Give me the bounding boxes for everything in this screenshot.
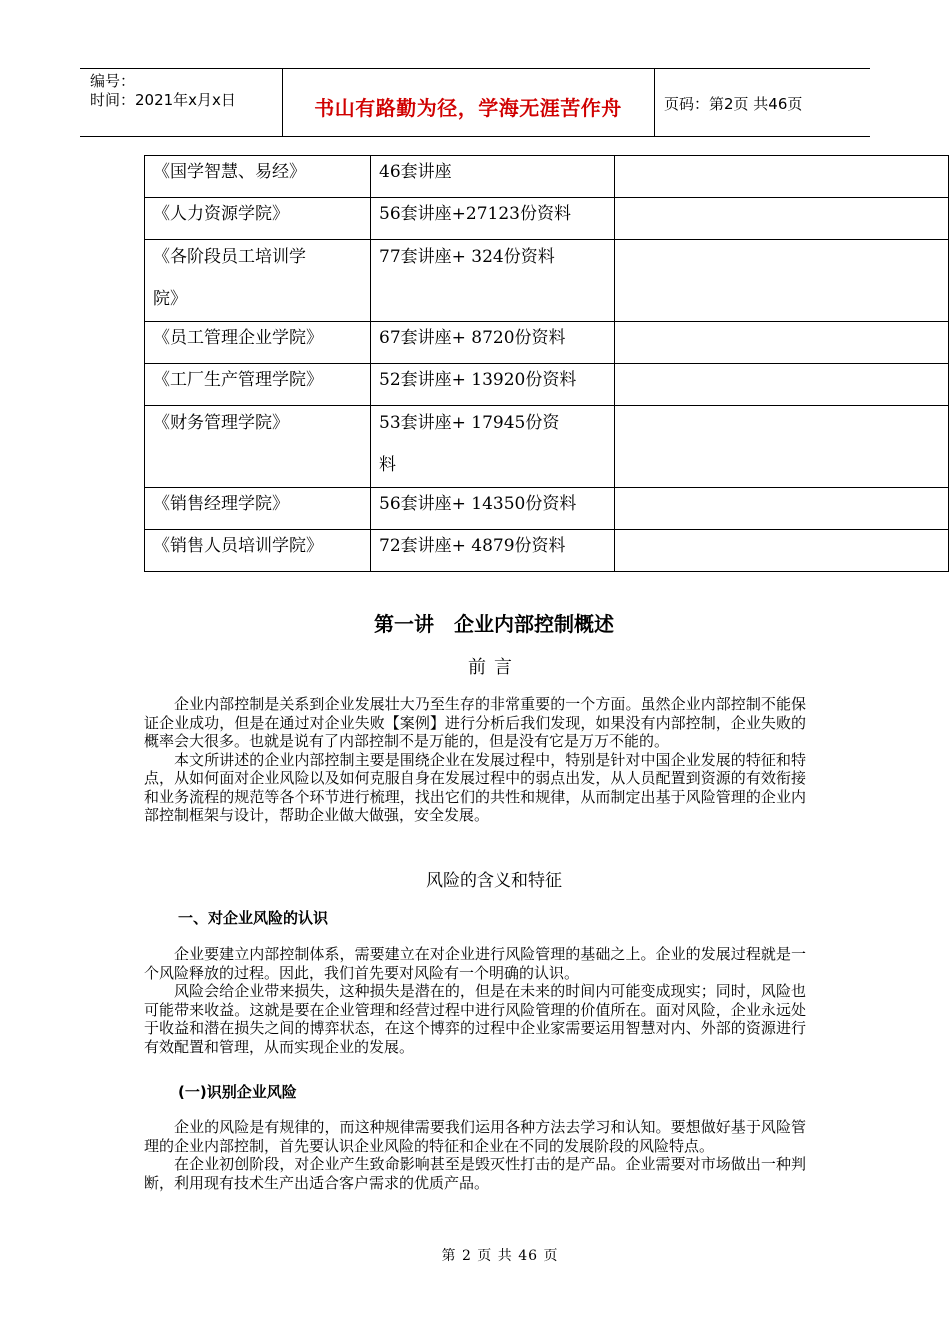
course-desc: 46套讲座	[371, 156, 615, 198]
header-page: 页码：第2页 共46页	[664, 95, 803, 113]
header-motto: 书山有路勤为径，学海无涯苦作舟	[314, 96, 622, 120]
preface-body	[144, 695, 806, 825]
course-extra	[615, 488, 949, 530]
table-row	[145, 406, 949, 488]
course-name: 《销售经理学院》	[145, 488, 371, 530]
course-name: 《工厂生产管理学院》	[145, 364, 371, 406]
paragraph: 企业的风险是有规律的，而这种规律需要我们运用各种方法去学习和认知。要想做好基于风险管理的企业内部控制，首先要认识企业风险的特征和企业在不同的发展阶段的风险特点。	[144, 1118, 806, 1155]
paragraph: 本文所讲述的企业内部控制主要是围绕企业在发展过程中，特别是针对中国企业发展的特征和特点，从如何面对企业风险以及如何克服自身在发展过程中的弱点出发，从人员配置到资源的有效衔接和业务流程的规范等各个环节进行梳理，找出它们的共性和规律，从而制定出基于风险管理的企业内部控制框架与设计，帮助企业做大做强，安全发展。	[144, 750, 806, 824]
course-extra	[615, 240, 949, 322]
paragraph: 企业要建立内部控制体系，需要建立在对企业进行风险管理的基础之上。企业的发展过程就是一个风险释放的过程。因此，我们首先要对风险有一个明确的认识。	[144, 945, 806, 982]
course-desc: 52套讲座+ 13920份资料	[371, 364, 615, 406]
section2-body	[144, 1118, 806, 1192]
course-extra	[615, 406, 949, 488]
course-extra	[615, 530, 949, 572]
heading-identify-risk: (一)识别企业风险	[178, 1083, 297, 1101]
course-name: 《人力资源学院》	[145, 198, 371, 240]
course-table	[144, 155, 949, 572]
course-name: 《员工管理企业学院》	[145, 322, 371, 364]
heading-risk-awareness: 一、对企业风险的认识	[178, 909, 329, 927]
course-desc: 53套讲座+ 17945份资 料	[371, 406, 615, 488]
paragraph: 风险会给企业带来损失，这种损失是潜在的，但是在未来的时间内可能变成现实；同时，风险也可能带来收益。这就是要在企业管理和经营过程中进行风险管理的价值所在。面对风险，企业永远处于收益和潜在损失之间的博弈状态，在这个博弈的过程中企业家需要运用智慧对内、外部的资源进行有效配置和管理，从而实现企业的发展。	[144, 982, 806, 1056]
preface-title: 前言	[468, 657, 520, 678]
table-row	[145, 530, 949, 572]
table-row	[145, 488, 949, 530]
course-name: 《财务管理学院》	[145, 406, 371, 488]
course-desc: 56套讲座+27123份资料	[371, 198, 615, 240]
course-name: 《销售人员培训学院》	[145, 530, 371, 572]
table-row	[145, 156, 949, 198]
table-row	[145, 364, 949, 406]
section1-body	[144, 945, 806, 1056]
course-extra	[615, 156, 949, 198]
course-extra	[615, 198, 949, 240]
course-desc: 67套讲座+ 8720份资料	[371, 322, 615, 364]
header-bottom-rule	[80, 136, 870, 137]
course-extra	[615, 322, 949, 364]
lecture-title: 第一讲 企业内部控制概述	[374, 612, 614, 636]
course-extra	[615, 364, 949, 406]
page-footer: 第 2 页 共 46 页	[441, 1248, 559, 1264]
course-desc: 77套讲座+ 324份资料	[371, 240, 615, 322]
header-divider-right	[654, 68, 655, 136]
header-number: 编号：	[90, 72, 136, 90]
section-title: 风险的含义和特征	[426, 871, 562, 891]
header-time: 时间：2021年x月x日	[90, 91, 236, 109]
paragraph: 企业内部控制是关系到企业发展壮大乃至生存的非常重要的一个方面。虽然企业内部控制不能保证企业成功，但是在通过对企业失败【案例】进行分析后我们发现，如果没有内部控制，企业失败的概率会大很多。也就是说有了内部控制不是万能的，但是没有它是万万不能的。	[144, 695, 806, 750]
table-row	[145, 322, 949, 364]
course-desc: 72套讲座+ 4879份资料	[371, 530, 615, 572]
paragraph: 在企业初创阶段，对企业产生致命影响甚至是毁灭性打击的是产品。企业需要对市场做出一种判断，利用现有技术生产出适合客户需求的优质产品。	[144, 1155, 806, 1192]
header-top-rule	[80, 68, 870, 69]
course-desc: 56套讲座+ 14350份资料	[371, 488, 615, 530]
course-name: 《国学智慧、易经》	[145, 156, 371, 198]
table-row	[145, 198, 949, 240]
course-name: 《各阶段员工培训学 院》	[145, 240, 371, 322]
table-row	[145, 240, 949, 322]
